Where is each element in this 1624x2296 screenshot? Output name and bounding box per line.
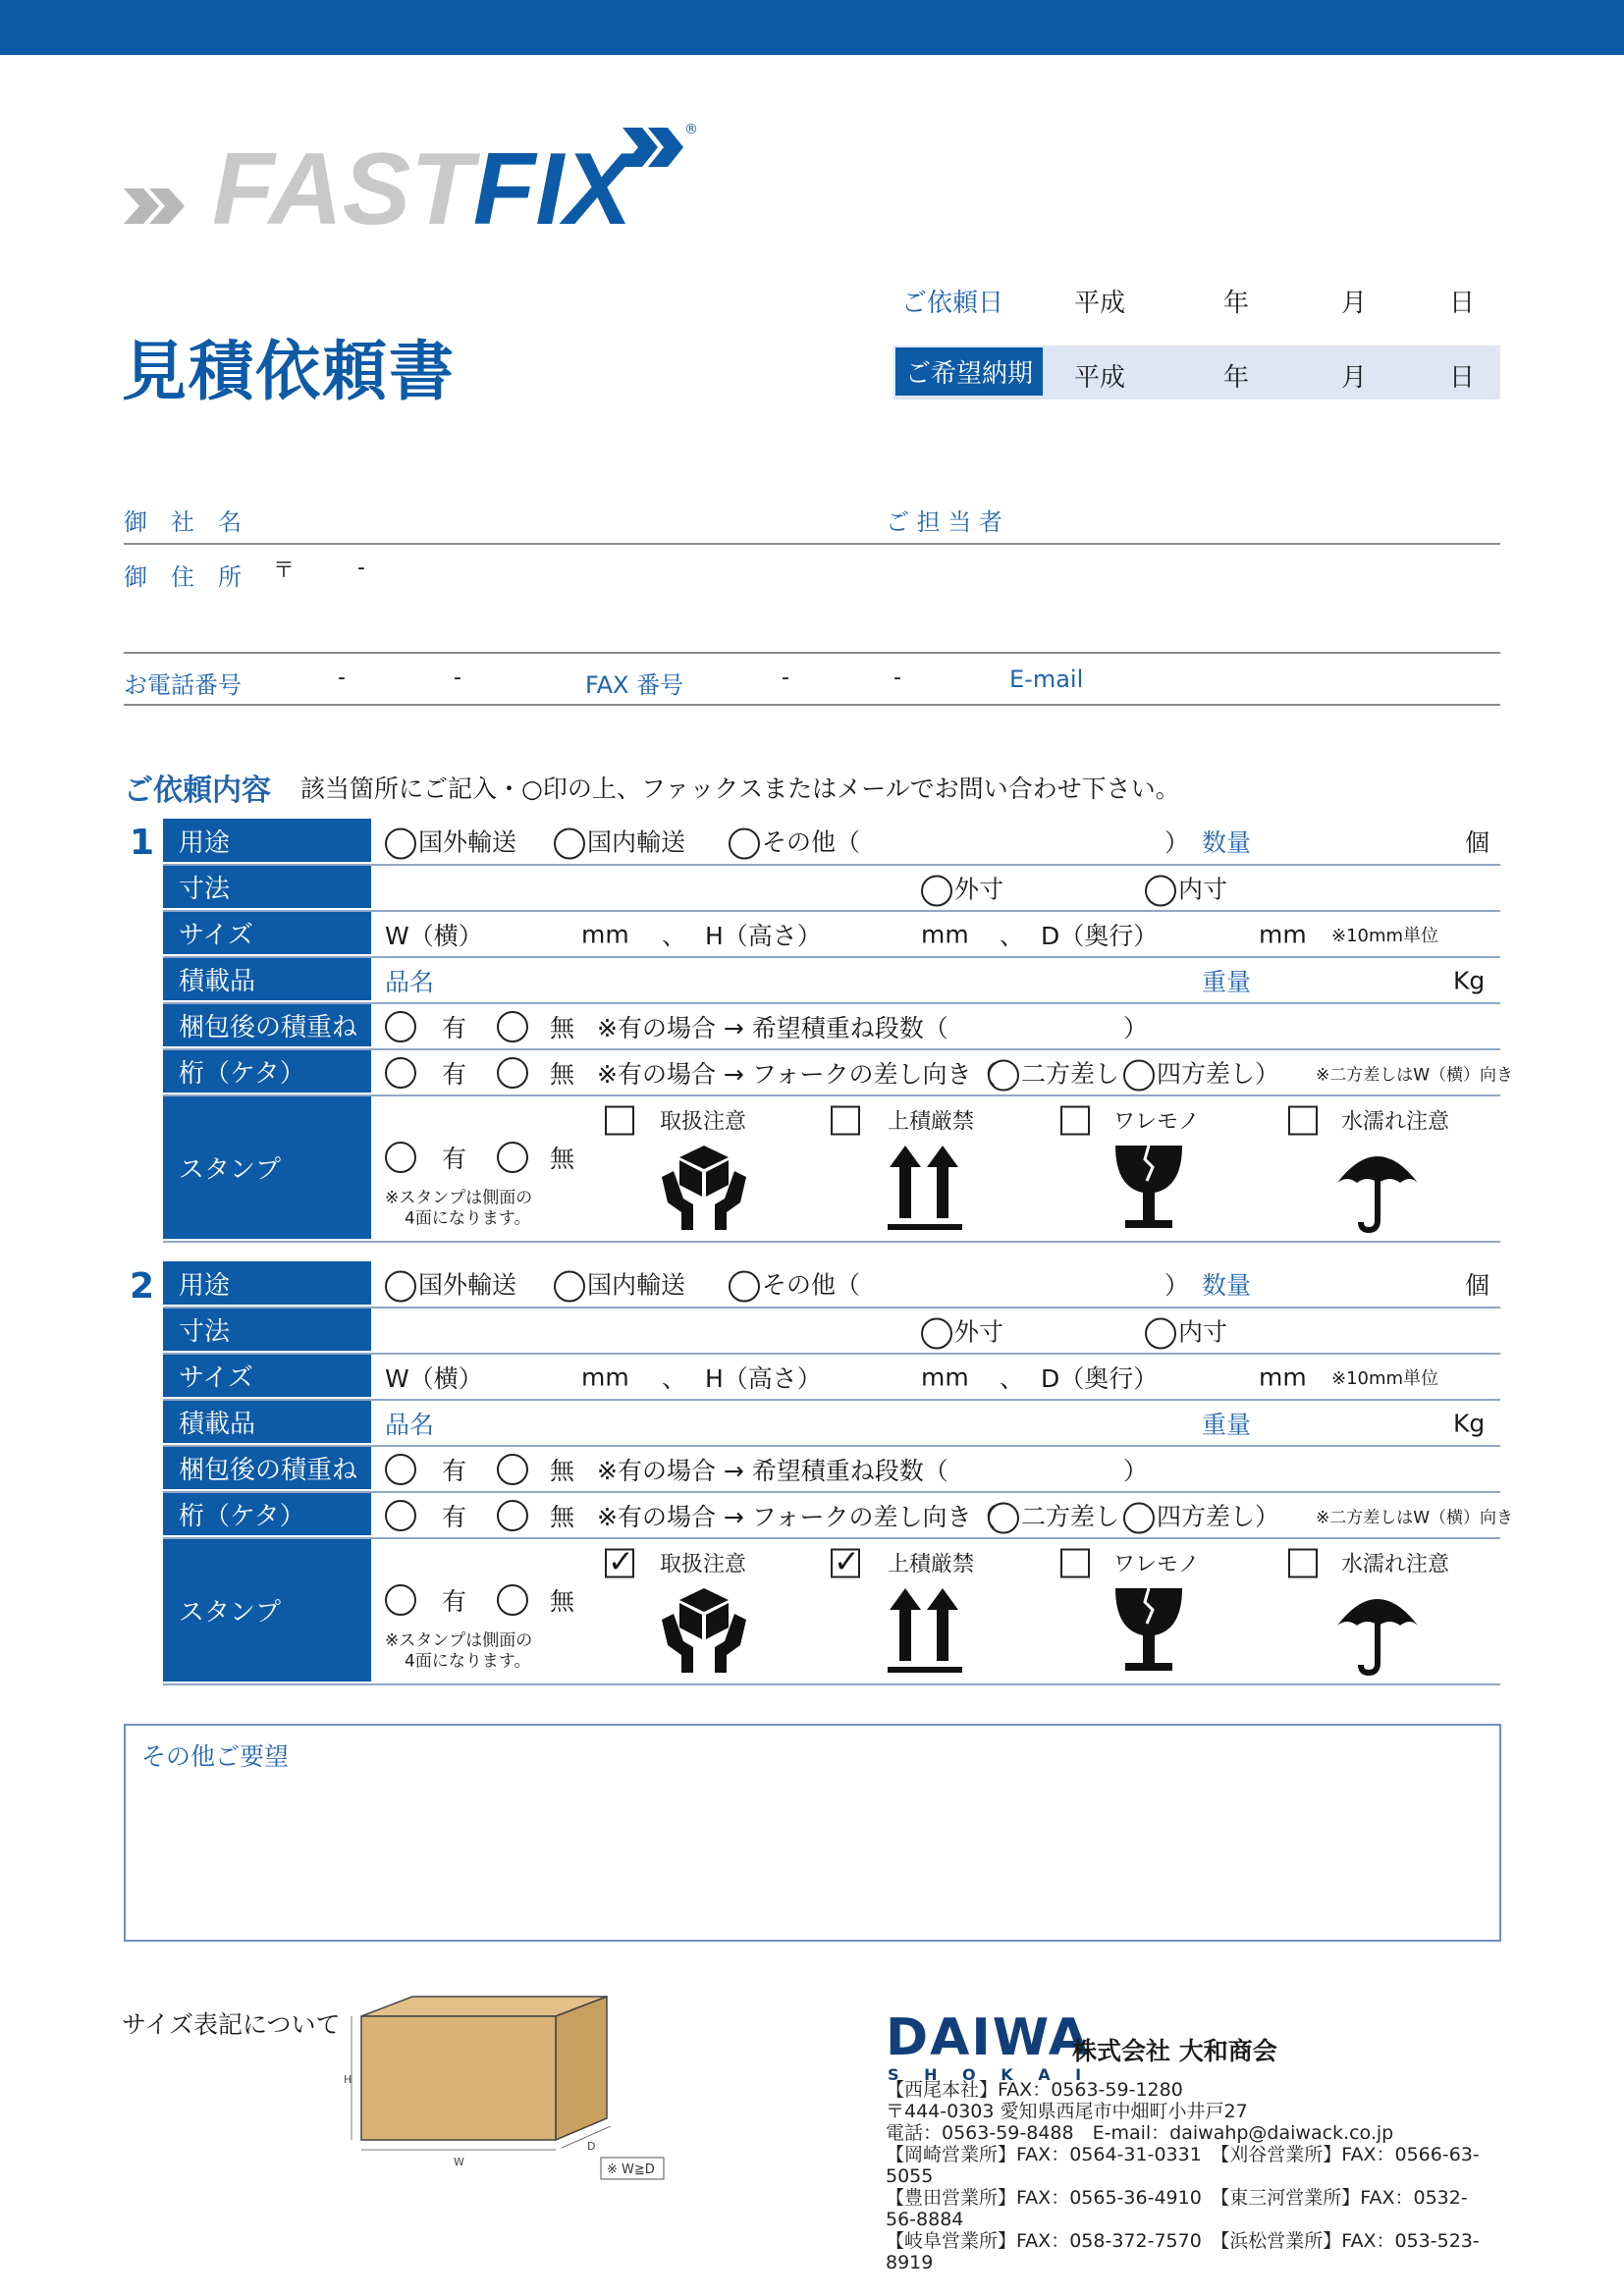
d-axis-label: D bbox=[587, 2140, 596, 2153]
postal-dash: - bbox=[357, 556, 365, 580]
phone-dash: - bbox=[338, 666, 346, 690]
box-diagram bbox=[344, 1993, 677, 2189]
inner-label: 内寸 bbox=[1178, 1317, 1228, 1346]
check-handle[interactable] bbox=[605, 1106, 634, 1136]
no-label: 無 bbox=[550, 1059, 575, 1089]
daiwa-logo: DAIWA bbox=[886, 2008, 1091, 2067]
request-date-label: ご依頼日 bbox=[901, 289, 1004, 318]
radio-stack-no[interactable] bbox=[497, 1011, 528, 1042]
row-stamp bbox=[163, 1096, 1500, 1243]
wet-label: 水濡れ注意 bbox=[1341, 1109, 1450, 1135]
w-label: W（横） bbox=[385, 921, 483, 950]
check-wet[interactable] bbox=[1288, 1549, 1318, 1578]
email-label: E-mail bbox=[1009, 666, 1084, 693]
row-dim bbox=[163, 866, 1500, 912]
row-item bbox=[163, 958, 1500, 1004]
name-label: 品名 bbox=[385, 967, 435, 996]
stamp-note: 4面になります。 bbox=[405, 1651, 531, 1672]
request-day: 日 bbox=[1449, 289, 1476, 318]
no-label: 無 bbox=[550, 1502, 575, 1531]
w-label: W（横） bbox=[385, 1363, 483, 1393]
this-side-up-icon bbox=[886, 1584, 964, 1675]
qty-label: 数量 bbox=[1202, 1271, 1252, 1300]
request-year: 年 bbox=[1223, 289, 1250, 318]
nostack-label: 上積厳禁 bbox=[888, 1109, 975, 1135]
divider bbox=[124, 652, 1500, 654]
company-line: 【西尾本社】FAX：0563-59-1280 bbox=[886, 2079, 1183, 2101]
check-nostack[interactable] bbox=[831, 1549, 860, 1578]
fragile-glass-icon bbox=[1110, 1584, 1188, 1675]
paren-close: ） bbox=[1123, 1456, 1149, 1485]
qty-label: 数量 bbox=[1202, 828, 1252, 857]
row-use bbox=[163, 819, 1500, 866]
radio-intl[interactable] bbox=[385, 828, 416, 860]
request-table-1 bbox=[163, 819, 1514, 1243]
weight-label: 重量 bbox=[1202, 967, 1252, 996]
company-line: 【岐阜営業所】FAX：058-372-7570 【浜松営業所】FAX：053-523-8919 bbox=[886, 2230, 1480, 2273]
paren-close: ） bbox=[1164, 828, 1190, 857]
unit-note: ※10mm単位 bbox=[1331, 1367, 1439, 1389]
radio-four[interactable] bbox=[1123, 1502, 1155, 1533]
keep-dry-umbrella-icon bbox=[1333, 1136, 1422, 1234]
check-fragile[interactable] bbox=[1060, 1106, 1090, 1136]
other-requests-box[interactable] bbox=[124, 1724, 1501, 1942]
stamp-note: 4面になります。 bbox=[405, 1208, 531, 1229]
yes-label: 有 bbox=[442, 1456, 467, 1485]
row-header: 梱包後の積重ね bbox=[163, 1447, 371, 1491]
fax-dash: - bbox=[893, 666, 901, 690]
row-keta bbox=[163, 1050, 1514, 1096]
radio-outer[interactable] bbox=[921, 875, 952, 906]
radio-two[interactable] bbox=[988, 1502, 1019, 1533]
check-nostack[interactable] bbox=[831, 1106, 860, 1136]
dom-label: 国内輸送 bbox=[587, 1270, 686, 1300]
radio-other[interactable] bbox=[729, 1271, 760, 1303]
yes-label: 有 bbox=[442, 1587, 467, 1616]
wet-label: 水濡れ注意 bbox=[1341, 1552, 1450, 1577]
stack-note: ※有の場合 → 希望積重ね段数（ bbox=[597, 1456, 948, 1485]
row-header: 用途 bbox=[163, 819, 371, 864]
divider bbox=[124, 543, 1500, 545]
mm-label: mm bbox=[1259, 920, 1307, 948]
row-header: 寸法 bbox=[163, 866, 371, 910]
handle-label: 取扱注意 bbox=[660, 1109, 747, 1135]
radio-stack-yes[interactable] bbox=[385, 1011, 416, 1042]
fax-dash: - bbox=[782, 666, 789, 690]
phone-label: お電話番号 bbox=[124, 671, 242, 699]
radio-outer[interactable] bbox=[921, 1317, 952, 1349]
radio-stamp-no[interactable] bbox=[497, 1142, 528, 1173]
no-label: 無 bbox=[550, 1587, 575, 1616]
radio-other[interactable] bbox=[729, 828, 760, 860]
four-label: 四方差し） bbox=[1157, 1502, 1280, 1530]
sep: 、 bbox=[662, 1363, 687, 1393]
page-title: 見積依頼書 bbox=[122, 334, 456, 409]
radio-four[interactable] bbox=[1123, 1059, 1155, 1091]
row-header: スタンプ bbox=[163, 1096, 371, 1241]
kg-label: Kg bbox=[1453, 966, 1486, 994]
radio-keta-no[interactable] bbox=[497, 1057, 528, 1089]
no-label: 無 bbox=[550, 1145, 575, 1173]
outer-label: 外寸 bbox=[954, 875, 1004, 903]
radio-keta-yes[interactable] bbox=[385, 1057, 416, 1089]
logo-reg: ® bbox=[684, 122, 698, 137]
desired-date-label: ご希望納期 bbox=[895, 347, 1043, 396]
mm-label: mm bbox=[581, 1362, 629, 1391]
nostack-label: 上積厳禁 bbox=[888, 1552, 975, 1577]
kg-label: Kg bbox=[1453, 1409, 1486, 1437]
w-axis-label: W bbox=[454, 2156, 464, 2168]
company-line: 電話：0563-59-8488 E-mail：daiwahp@daiwack.co.jp bbox=[886, 2122, 1394, 2144]
stack-note: ※有の場合 → 希望積重ね段数（ bbox=[597, 1013, 948, 1042]
radio-dom[interactable] bbox=[554, 828, 585, 860]
fragile-label: ワレモノ bbox=[1113, 1552, 1200, 1577]
company-info bbox=[886, 2079, 1494, 2273]
paren-close: ） bbox=[1123, 1013, 1149, 1042]
check-fragile[interactable] bbox=[1060, 1549, 1090, 1578]
block-number: 1 bbox=[130, 823, 155, 863]
other-requests-label: その他ご要望 bbox=[141, 1742, 290, 1771]
desired-era: 平成 bbox=[1074, 363, 1126, 393]
row-header: 寸法 bbox=[163, 1308, 371, 1353]
mm-label: mm bbox=[921, 1362, 969, 1391]
yes-label: 有 bbox=[442, 1013, 467, 1042]
radio-stack-yes[interactable] bbox=[385, 1454, 416, 1485]
two-note: ※二方差しはW（横）向き bbox=[1316, 1065, 1514, 1085]
pcs-label: 個 bbox=[1465, 1271, 1490, 1300]
radio-stamp-yes[interactable] bbox=[385, 1142, 416, 1173]
size-note-title: サイズ表記について bbox=[122, 2010, 341, 2039]
fork-note: ※有の場合 → フォークの差し向き（ bbox=[597, 1502, 997, 1531]
request-table-2 bbox=[163, 1261, 1514, 1685]
radio-stamp-no[interactable] bbox=[497, 1584, 528, 1616]
row-header: 積載品 bbox=[163, 1401, 371, 1445]
inner-label: 内寸 bbox=[1178, 875, 1228, 903]
h-label: H（高さ） bbox=[705, 921, 822, 950]
radio-two[interactable] bbox=[988, 1059, 1019, 1091]
radio-stack-no[interactable] bbox=[497, 1454, 528, 1485]
check-handle[interactable] bbox=[605, 1549, 634, 1578]
fragile-glass-icon bbox=[1110, 1142, 1188, 1232]
handle-with-care-icon bbox=[660, 1142, 748, 1232]
weight-label: 重量 bbox=[1202, 1410, 1252, 1439]
two-label: 二方差し bbox=[1021, 1059, 1120, 1088]
top-bar bbox=[0, 0, 1624, 55]
row-dim bbox=[163, 1308, 1500, 1355]
postal-mark: 〒 bbox=[273, 559, 296, 583]
block-number: 2 bbox=[130, 1266, 155, 1307]
this-side-up-icon bbox=[886, 1142, 964, 1232]
row-size bbox=[163, 1355, 1500, 1401]
h-label: H（高さ） bbox=[705, 1363, 822, 1393]
row-header: 用途 bbox=[163, 1261, 371, 1307]
pcs-label: 個 bbox=[1465, 828, 1490, 857]
company-line: 【豊田営業所】FAX：0565-36-4910 【東三河営業所】FAX：0532-56-8884 bbox=[886, 2187, 1468, 2230]
d-label: D（奥行） bbox=[1041, 1363, 1159, 1393]
logo-fast: FASTFIX bbox=[212, 133, 632, 236]
no-label: 無 bbox=[550, 1456, 575, 1485]
radio-keta-no[interactable] bbox=[497, 1500, 528, 1531]
fax-label: FAX 番号 bbox=[585, 671, 684, 699]
name-label: 品名 bbox=[385, 1410, 435, 1439]
intl-label: 国外輸送 bbox=[418, 1270, 517, 1300]
stamp-note: ※スタンプは側面の bbox=[385, 1630, 533, 1651]
h-axis-label: H bbox=[344, 2073, 352, 2086]
other-label: その他（ bbox=[762, 1270, 861, 1300]
row-header: 積載品 bbox=[163, 958, 371, 1002]
other-label: その他（ bbox=[762, 828, 861, 857]
keep-dry-umbrella-icon bbox=[1333, 1578, 1422, 1677]
phone-dash: - bbox=[454, 666, 461, 690]
request-era: 平成 bbox=[1074, 289, 1126, 318]
company-label: 御 社 名 bbox=[124, 508, 242, 536]
address-label: 御 住 所 bbox=[124, 563, 242, 591]
desired-year: 年 bbox=[1223, 363, 1250, 393]
row-header: スタンプ bbox=[163, 1539, 371, 1683]
company-line: 〒444-0303 愛知県西尾市中畑町小井戸27 bbox=[886, 2101, 1248, 2122]
radio-keta-yes[interactable] bbox=[385, 1500, 416, 1531]
desired-month: 月 bbox=[1341, 363, 1368, 393]
row-item bbox=[163, 1401, 1500, 1447]
check-wet[interactable] bbox=[1288, 1106, 1318, 1136]
yes-label: 有 bbox=[442, 1145, 467, 1173]
company-name: 株式会社 大和商会 bbox=[1072, 2037, 1277, 2065]
yes-label: 有 bbox=[442, 1059, 467, 1089]
row-size bbox=[163, 912, 1500, 958]
row-header: 桁（ケタ） bbox=[163, 1050, 371, 1095]
row-use bbox=[163, 1261, 1500, 1308]
dom-label: 国内輸送 bbox=[587, 828, 686, 857]
size-rule: ※ W≧D bbox=[607, 2163, 655, 2177]
paren-close: ） bbox=[1164, 1271, 1190, 1300]
section-instruction: 該当箇所にご記入・○印の上、ファックスまたはメールでお問い合わせ下さい。 bbox=[300, 774, 1180, 803]
fragile-label: ワレモノ bbox=[1113, 1109, 1200, 1135]
daiwa-sub: S H O K A I bbox=[888, 2065, 1092, 2084]
row-header: 梱包後の積重ね bbox=[163, 1004, 371, 1048]
company-line: 【岡崎営業所】FAX：0564-31-0331 【刈谷営業所】FAX：0566-63-5055 bbox=[886, 2144, 1480, 2187]
outer-label: 外寸 bbox=[954, 1317, 1004, 1346]
mm-label: mm bbox=[581, 920, 629, 948]
logo-fix-overlay bbox=[212, 118, 605, 236]
row-stack bbox=[163, 1447, 1500, 1493]
radio-dom[interactable] bbox=[554, 1271, 585, 1303]
mm-label: mm bbox=[1259, 1362, 1307, 1391]
no-label: 無 bbox=[550, 1013, 575, 1042]
radio-inner[interactable] bbox=[1145, 875, 1176, 906]
desired-day: 日 bbox=[1449, 363, 1476, 393]
sep: 、 bbox=[1000, 1363, 1025, 1393]
two-label: 二方差し bbox=[1021, 1502, 1120, 1530]
radio-intl[interactable] bbox=[385, 1271, 416, 1303]
intl-label: 国外輸送 bbox=[418, 828, 517, 857]
four-label: 四方差し） bbox=[1157, 1059, 1280, 1088]
radio-stamp-yes[interactable] bbox=[385, 1584, 416, 1616]
unit-note: ※10mm単位 bbox=[1331, 925, 1439, 946]
divider bbox=[124, 704, 1500, 706]
person-label: ご 担 当 者 bbox=[886, 508, 1002, 536]
sep: 、 bbox=[1000, 921, 1025, 950]
row-header: サイズ bbox=[163, 1355, 371, 1399]
yes-label: 有 bbox=[442, 1502, 467, 1531]
row-keta bbox=[163, 1493, 1514, 1539]
row-stack bbox=[163, 1004, 1500, 1050]
handle-with-care-icon bbox=[660, 1584, 748, 1675]
request-month: 月 bbox=[1341, 289, 1368, 318]
radio-inner[interactable] bbox=[1145, 1317, 1176, 1349]
row-header: サイズ bbox=[163, 912, 371, 956]
row-stamp bbox=[163, 1539, 1500, 1685]
sep: 、 bbox=[662, 921, 687, 950]
stamp-note: ※スタンプは側面の bbox=[385, 1188, 533, 1208]
two-note: ※二方差しはW（横）向き bbox=[1316, 1508, 1514, 1527]
mm-label: mm bbox=[921, 920, 969, 948]
fork-note: ※有の場合 → フォークの差し向き（ bbox=[597, 1059, 997, 1089]
row-header: 桁（ケタ） bbox=[163, 1493, 371, 1537]
d-label: D（奥行） bbox=[1041, 921, 1159, 950]
section-title: ご依頼内容 bbox=[124, 774, 271, 808]
handle-label: 取扱注意 bbox=[660, 1552, 747, 1577]
